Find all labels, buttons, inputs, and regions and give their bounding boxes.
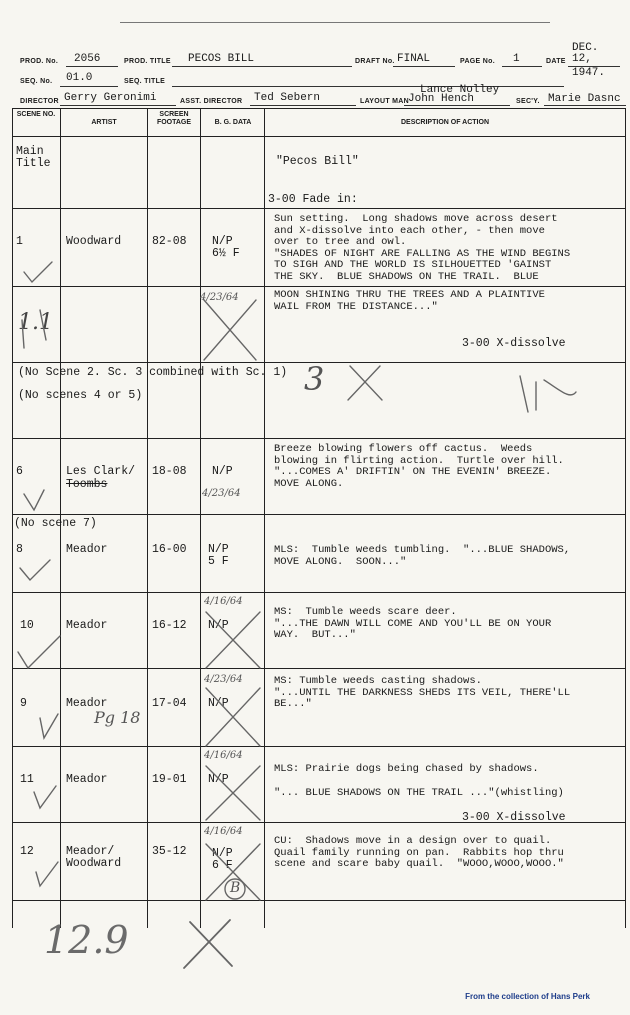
screen-footage: 17-04 [152, 697, 187, 710]
handwritten-date: 4/23/64 [200, 292, 239, 303]
artist-name: Toombs [66, 478, 108, 491]
scene-number: 12 [20, 845, 34, 858]
bg-data: 6 F [212, 859, 233, 872]
action-description: CU: Shadows move in a design over to quail. Quail family running on pan. Rabbits hop thru scene and scare baby quail. "WOOO,WOOO,WOOO." [274, 835, 564, 870]
action-description: "... BLUE SHADOWS ON THE TRAIL ..."(whistling) [274, 787, 564, 799]
prod-title-value: PECOS BILL [188, 53, 255, 65]
seq-no-value: 01.0 [66, 72, 93, 84]
asst-director-value: Ted Sebern [254, 92, 321, 104]
page-no-label: PAGE No. [460, 58, 495, 65]
bg-data: N/P [212, 235, 233, 248]
screen-footage: 18-08 [152, 465, 187, 478]
scene-number: 9 [20, 697, 27, 710]
col-divider [147, 108, 148, 928]
main-title-fade: 3-00 Fade in: [268, 193, 358, 206]
col-header-footage: SCREEN FOOTAGE [156, 111, 192, 126]
artist-name: Woodward [66, 857, 122, 870]
date-month: DEC. [572, 42, 599, 54]
bg-data: N/P [212, 847, 233, 860]
scene-number: 11 [20, 773, 34, 786]
row-rule [12, 668, 626, 669]
scene-note: (No scenes 4 or 5) [18, 389, 143, 402]
bg-data: N/P [212, 465, 233, 478]
screen-footage: 19-01 [152, 773, 187, 786]
scene-note: (No scene 7) [14, 517, 97, 530]
scene-number: 8 [16, 543, 23, 556]
artist-name: Meador [66, 773, 108, 786]
prod-no-underline [66, 66, 118, 67]
bg-data: N/P [208, 697, 229, 710]
scene-note: (No Scene 2. Sc. 3 combined with Sc. 1) [18, 366, 288, 379]
col-header-description: DESCRIPTION OF ACTION [400, 119, 490, 126]
prod-no-label: PROD. No. [20, 58, 59, 65]
screen-footage: 16-12 [152, 619, 187, 632]
secy-label: SEC'Y. [516, 98, 540, 105]
artist-name: Meador [66, 543, 108, 556]
row-rule [12, 286, 626, 287]
row-rule [12, 438, 626, 439]
action-description: MLS: Prairie dogs being chased by shadows. [274, 763, 539, 775]
row-rule [12, 900, 626, 901]
page-no-underline [502, 66, 542, 67]
seq-title-underline [172, 86, 564, 87]
prod-title-label: PROD. TITLE [124, 58, 171, 65]
col-divider [12, 108, 13, 928]
page-no-value: 1 [513, 53, 520, 65]
year-value: 1947. [572, 67, 606, 79]
dissolve-note: 3-00 X-dissolve [462, 811, 566, 824]
row-rule [12, 514, 626, 515]
bg-data: N/P [208, 773, 229, 786]
handwritten-date: 4/16/64 [204, 596, 243, 607]
director-label: DIRECTOR [20, 98, 59, 105]
prod-no-value: 2056 [74, 53, 101, 65]
secy-underline [544, 105, 626, 106]
action-description: Sun setting. Long shadows move across desert and X-dissolve into each other, - then move over to tree and owl. "SHADES OF NIGHT ARE FALLING AS THE WIND BEGINS TO SIGH AND THE WORLD IS SILHOUETTED 'GAINST THE SKY. BLUE SHADOWS ON THE TRAIL. BLUE [274, 213, 571, 283]
seq-title-label: SEQ. TITLE [124, 78, 166, 85]
screen-footage: 16-00 [152, 543, 187, 556]
scene-main-title: Main Title [16, 145, 51, 170]
col-divider [264, 108, 265, 928]
director-underline [60, 105, 176, 106]
action-description: Breeze blowing flowers off cactus. Weeds blowing in flirting action. Turtle over hill. "...COMES A' DRIFTIN' ON THE EVENIN' BREEZE. MOVE ALONG. [274, 443, 564, 490]
handwritten-scene-number: 1.1 [18, 310, 53, 335]
action-description: MS: Tumble weeds casting shadows. "...UNTIL THE DARKNESS SHEDS ITS VEIL, THERE'LL BE..." [274, 675, 571, 710]
handwritten-footage-total: 12.9 [44, 918, 129, 962]
main-title-text: "Pecos Bill" [276, 155, 359, 168]
director-value: Gerry Geronimi [64, 92, 157, 104]
bg-data: N/P [208, 543, 229, 556]
bg-data: 6½ F [212, 247, 240, 260]
row-rule [12, 208, 626, 209]
layout-man-underline [404, 105, 510, 106]
draft-no-label: DRAFT No. [355, 58, 395, 65]
table-top-rule [12, 108, 626, 109]
bg-data: N/P [208, 619, 229, 632]
handwritten-date: 4/23/64 [202, 488, 241, 499]
action-description: MS: Tumble weeds scare deer. "...THE DAWN WILL COME AND YOU'LL BE ON YOUR WAY. BUT..." [274, 606, 552, 641]
layout-man-top: Lance Nolley [420, 84, 500, 96]
col-header-bg: B. G. DATA [214, 119, 252, 126]
draft-no-value: FINAL [397, 53, 431, 65]
col-header-scene: SCENE NO. [16, 111, 56, 118]
dissolve-note: 3-00 X-dissolve [462, 337, 566, 350]
row-rule [12, 746, 626, 747]
top-rule [120, 22, 550, 23]
date-label: DATE [546, 58, 566, 65]
collection-credit: From the collection of Hans Perk [465, 992, 590, 1001]
handwritten-date: 4/23/64 [204, 674, 243, 685]
screen-footage: 82-08 [152, 235, 187, 248]
artist-name: Meador [66, 697, 108, 710]
row-rule [12, 592, 626, 593]
artist-name: Meador/ [66, 845, 115, 858]
artist-name: Meador [66, 619, 108, 632]
layout-man-label: LAYOUT MAN [360, 98, 410, 105]
secy-value: Marie Dasnc [548, 93, 621, 105]
date-value: 12, [572, 53, 592, 65]
header-bottom-rule [12, 136, 626, 137]
col-header-artist: ARTIST [91, 119, 117, 126]
handwritten-page-note: Pg 18 [94, 708, 141, 727]
seq-no-underline [60, 86, 118, 87]
handwritten-date: 4/16/64 [204, 750, 243, 761]
handwritten-mark: 3 [304, 360, 325, 398]
col-divider [200, 108, 201, 928]
screen-footage: 35-12 [152, 845, 187, 858]
col-divider [625, 108, 626, 928]
scene-number: 10 [20, 619, 34, 632]
handwritten-circle-letter: B [230, 880, 241, 896]
scene-number: 1 [16, 235, 23, 248]
artist-name: Woodward [66, 235, 122, 248]
asst-director-label: ASST. DIRECTOR [180, 98, 243, 105]
artist-name: Les Clark/ [66, 465, 136, 478]
scene-number: 6 [16, 465, 23, 478]
handwritten-date: 4/16/64 [204, 826, 243, 837]
asst-director-underline [250, 105, 356, 106]
seq-no-label: SEQ. No. [20, 78, 53, 85]
layout-man-value: John Hench [408, 93, 475, 105]
bg-data: 5 F [208, 555, 229, 568]
action-description: MOON SHINING THRU THE TREES AND A PLAINTIVE WAIL FROM THE DISTANCE..." [274, 289, 545, 313]
prod-title-underline [172, 66, 352, 67]
draft-no-underline [393, 66, 455, 67]
action-description: MLS: Tumble weeds tumbling. "...BLUE SHADOWS, MOVE ALONG. SOON..." [274, 544, 571, 568]
